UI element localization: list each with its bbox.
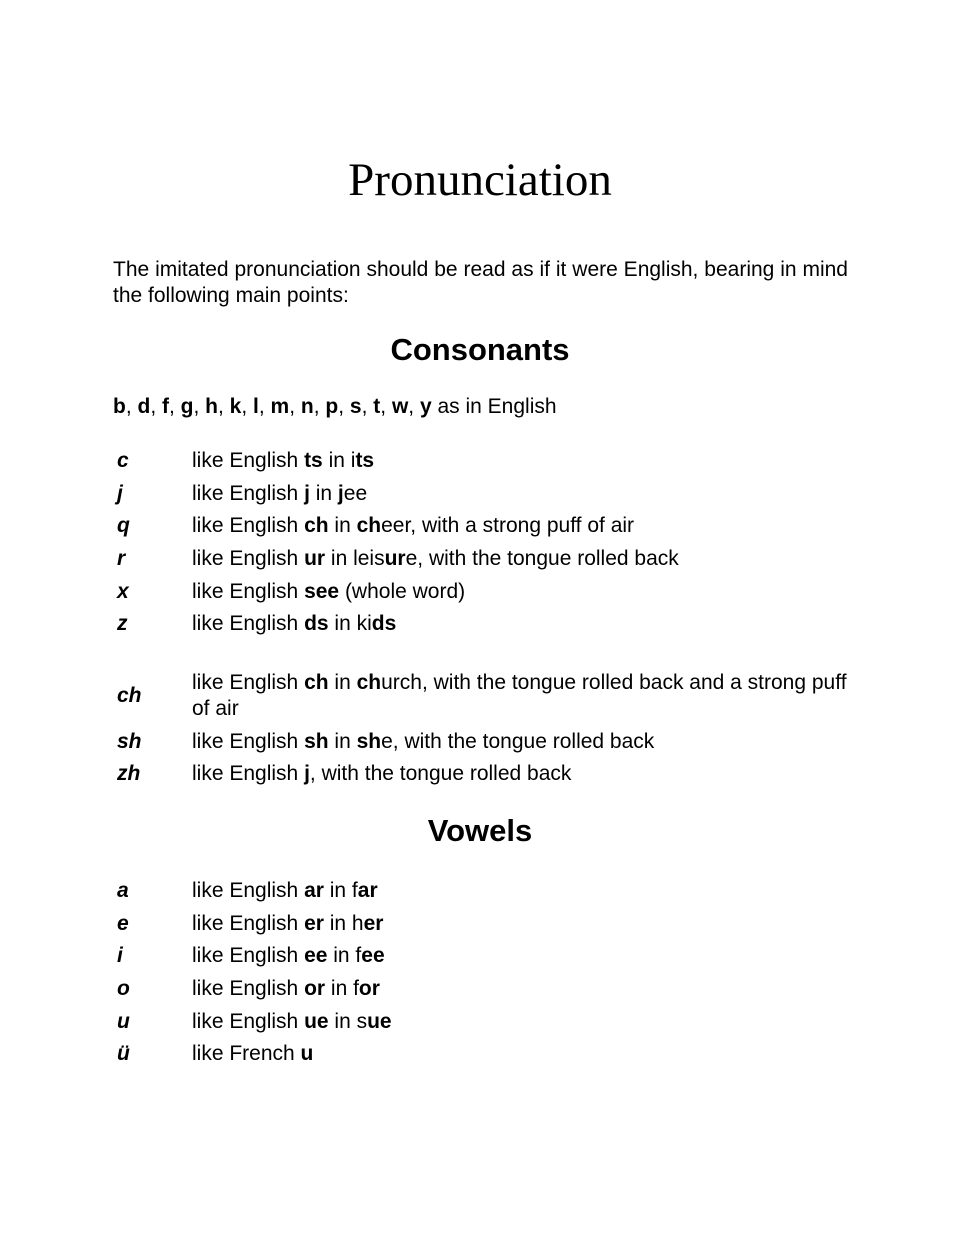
- pinyin-letter: ü: [117, 1042, 130, 1066]
- bold-sound: ch: [304, 514, 329, 538]
- text-segment: ,: [258, 395, 271, 418]
- pinyin-letter: q: [117, 514, 130, 538]
- text-segment: like English: [192, 944, 305, 968]
- pinyin-letter: a: [117, 879, 129, 902]
- pronunciation-row: [113, 513, 848, 539]
- bold-sound: b: [113, 395, 126, 418]
- bold-sound: h: [205, 395, 218, 418]
- bold-sound: d: [137, 395, 151, 418]
- bold-sound: er: [363, 911, 384, 935]
- pronunciation-description: [192, 448, 848, 474]
- pinyin-letter: c: [117, 449, 129, 472]
- pinyin-letter: i: [117, 944, 123, 968]
- text-segment: in h: [323, 911, 364, 935]
- text-segment: urch, with the tongue rolled back and a strong puff of air: [192, 671, 847, 720]
- text-segment: ,: [380, 395, 392, 418]
- bold-sound: sh: [304, 729, 329, 753]
- bold-sound: ch: [356, 514, 382, 538]
- text-segment: in ki: [328, 612, 372, 636]
- pronunciation-description: [192, 1041, 848, 1067]
- pinyin-letter: zh: [117, 762, 141, 786]
- pinyin-letter: ch: [117, 684, 142, 707]
- text-segment: ,: [241, 395, 254, 418]
- intro-paragraph: The imitated pronunciation should be read as if it were English, bearing in mind the following main points:: [113, 258, 848, 307]
- bold-sound: m: [270, 395, 290, 418]
- pinyin-letter: z: [117, 612, 128, 636]
- pronunciation-description: [192, 976, 848, 1002]
- text-segment: like English: [192, 547, 305, 571]
- text-segment: ee: [343, 481, 368, 505]
- text-segment: like English: [192, 762, 305, 786]
- pronunciation-row: [113, 761, 848, 787]
- pronunciation-description: [192, 943, 848, 969]
- text-segment: like English: [192, 579, 305, 603]
- pronunciation-row: [113, 911, 848, 937]
- text-segment: in: [328, 514, 357, 538]
- bold-sound: n: [300, 395, 314, 418]
- pronunciation-row: [113, 448, 848, 474]
- bold-sound: ar: [304, 879, 324, 902]
- bold-sound: j: [304, 762, 310, 786]
- pronunciation-row: [113, 546, 848, 572]
- bold-sound: ur: [304, 547, 326, 571]
- bold-sound: k: [229, 395, 242, 418]
- pronunciation-row: [113, 1041, 848, 1067]
- pronunciation-description: [192, 878, 848, 904]
- bold-sound: g: [180, 395, 194, 418]
- text-segment: , with the tongue rolled back: [309, 762, 572, 786]
- consonant-list-b: [113, 670, 848, 794]
- pronunciation-row: [113, 670, 848, 722]
- pronunciation-row: [113, 611, 848, 637]
- pronunciation-row: [113, 976, 848, 1002]
- consonant-list-a: [113, 448, 848, 644]
- pinyin-letter: o: [117, 977, 130, 1001]
- bold-sound: p: [325, 395, 339, 418]
- text-segment: like English: [192, 514, 305, 538]
- text-segment: in: [328, 671, 357, 694]
- bold-sound: ar: [357, 879, 378, 902]
- pronunciation-description: [192, 611, 848, 637]
- text-segment: ,: [150, 395, 162, 418]
- text-segment: like English: [192, 1009, 305, 1033]
- pronunciation-description: [192, 1009, 848, 1035]
- text-segment: like English: [192, 671, 305, 694]
- text-segment: (whole word): [339, 579, 466, 603]
- text-segment: e, with the tongue rolled back: [405, 547, 679, 571]
- vowel-list: [113, 878, 848, 1074]
- bold-sound: ur: [384, 547, 406, 571]
- bold-sound: ds: [304, 612, 329, 636]
- bold-sound: or: [304, 977, 326, 1001]
- pronunciation-description: [192, 911, 848, 937]
- bold-sound: w: [391, 395, 409, 418]
- text-segment: like English: [192, 729, 305, 753]
- text-segment: ,: [125, 395, 138, 418]
- bold-sound: ee: [304, 944, 328, 968]
- pronunciation-description: [192, 670, 848, 722]
- text-segment: in i: [322, 449, 356, 472]
- bold-sound: ds: [371, 612, 397, 636]
- text-segment: like French: [192, 1042, 301, 1066]
- bold-sound: u: [300, 1042, 314, 1066]
- text-segment: ,: [338, 395, 350, 418]
- bold-sound: or: [358, 977, 380, 1001]
- bold-sound: sh: [356, 729, 382, 753]
- text-segment: like English: [192, 977, 305, 1001]
- pinyin-letter: sh: [117, 729, 142, 753]
- bold-sound: t: [373, 395, 381, 418]
- text-segment: like English: [192, 449, 305, 472]
- bold-sound: ch: [356, 671, 382, 694]
- text-segment: in: [309, 481, 338, 505]
- text-segment: ,: [289, 395, 301, 418]
- bold-sound: l: [253, 395, 259, 418]
- text-segment: eer, with a strong puff of air: [381, 514, 635, 538]
- pronunciation-description: [192, 513, 848, 539]
- pinyin-letter: j: [117, 481, 123, 505]
- text-segment: in f: [323, 879, 358, 902]
- pinyin-letter: u: [117, 1009, 130, 1033]
- pronunciation-description: [192, 729, 848, 755]
- page-title: Pronunciation: [348, 154, 612, 206]
- pronunciation-description: [192, 761, 848, 787]
- text-segment: ,: [218, 395, 230, 418]
- text-segment: like English: [192, 879, 305, 902]
- text-segment: ,: [193, 395, 206, 418]
- bold-sound: y: [419, 395, 432, 418]
- bold-sound: ts: [355, 449, 375, 472]
- bold-sound: ch: [304, 671, 329, 694]
- text-segment: like English: [192, 612, 305, 636]
- text-segment: like English: [192, 481, 305, 505]
- text-segment: like English: [192, 911, 305, 935]
- text-segment: in f: [327, 944, 362, 968]
- pronunciation-description: [192, 546, 848, 572]
- pronunciation-description: [192, 481, 848, 507]
- pinyin-letter: e: [117, 911, 129, 935]
- text-segment: in: [328, 729, 357, 753]
- text-segment: in f: [325, 977, 359, 1001]
- text-segment: in s: [328, 1009, 368, 1033]
- text-segment: ,: [408, 395, 420, 418]
- bold-sound: f: [162, 395, 169, 418]
- pronunciation-row: [113, 878, 848, 904]
- pronunciation-row: [113, 481, 848, 507]
- text-segment: ,: [169, 395, 181, 418]
- pronunciation-row: [113, 943, 848, 969]
- pronunciation-description: [192, 579, 848, 605]
- bold-sound: see: [304, 579, 340, 603]
- bold-sound: ee: [361, 944, 385, 968]
- consonants-heading: Consonants: [390, 332, 570, 367]
- simple-consonants-line: [113, 394, 557, 420]
- pronunciation-row: [113, 1009, 848, 1035]
- text-segment: ,: [313, 395, 326, 418]
- bold-sound: s: [349, 395, 362, 418]
- text-segment: in leis: [325, 547, 385, 571]
- text-segment: ,: [361, 395, 374, 418]
- pinyin-letter: x: [117, 579, 129, 603]
- bold-sound: ts: [304, 449, 323, 472]
- pronunciation-row: [113, 579, 848, 605]
- bold-sound: ue: [367, 1009, 392, 1033]
- bold-sound: ue: [304, 1009, 329, 1033]
- bold-sound: j: [304, 481, 310, 505]
- bold-sound: j: [337, 481, 344, 505]
- bold-sound: er: [304, 911, 324, 935]
- text-segment: as in English: [431, 395, 557, 418]
- text-segment: e, with the tongue rolled back: [381, 729, 655, 753]
- pronunciation-row: [113, 729, 848, 755]
- vowels-heading: Vowels: [427, 813, 533, 848]
- pinyin-letter: r: [117, 547, 126, 571]
